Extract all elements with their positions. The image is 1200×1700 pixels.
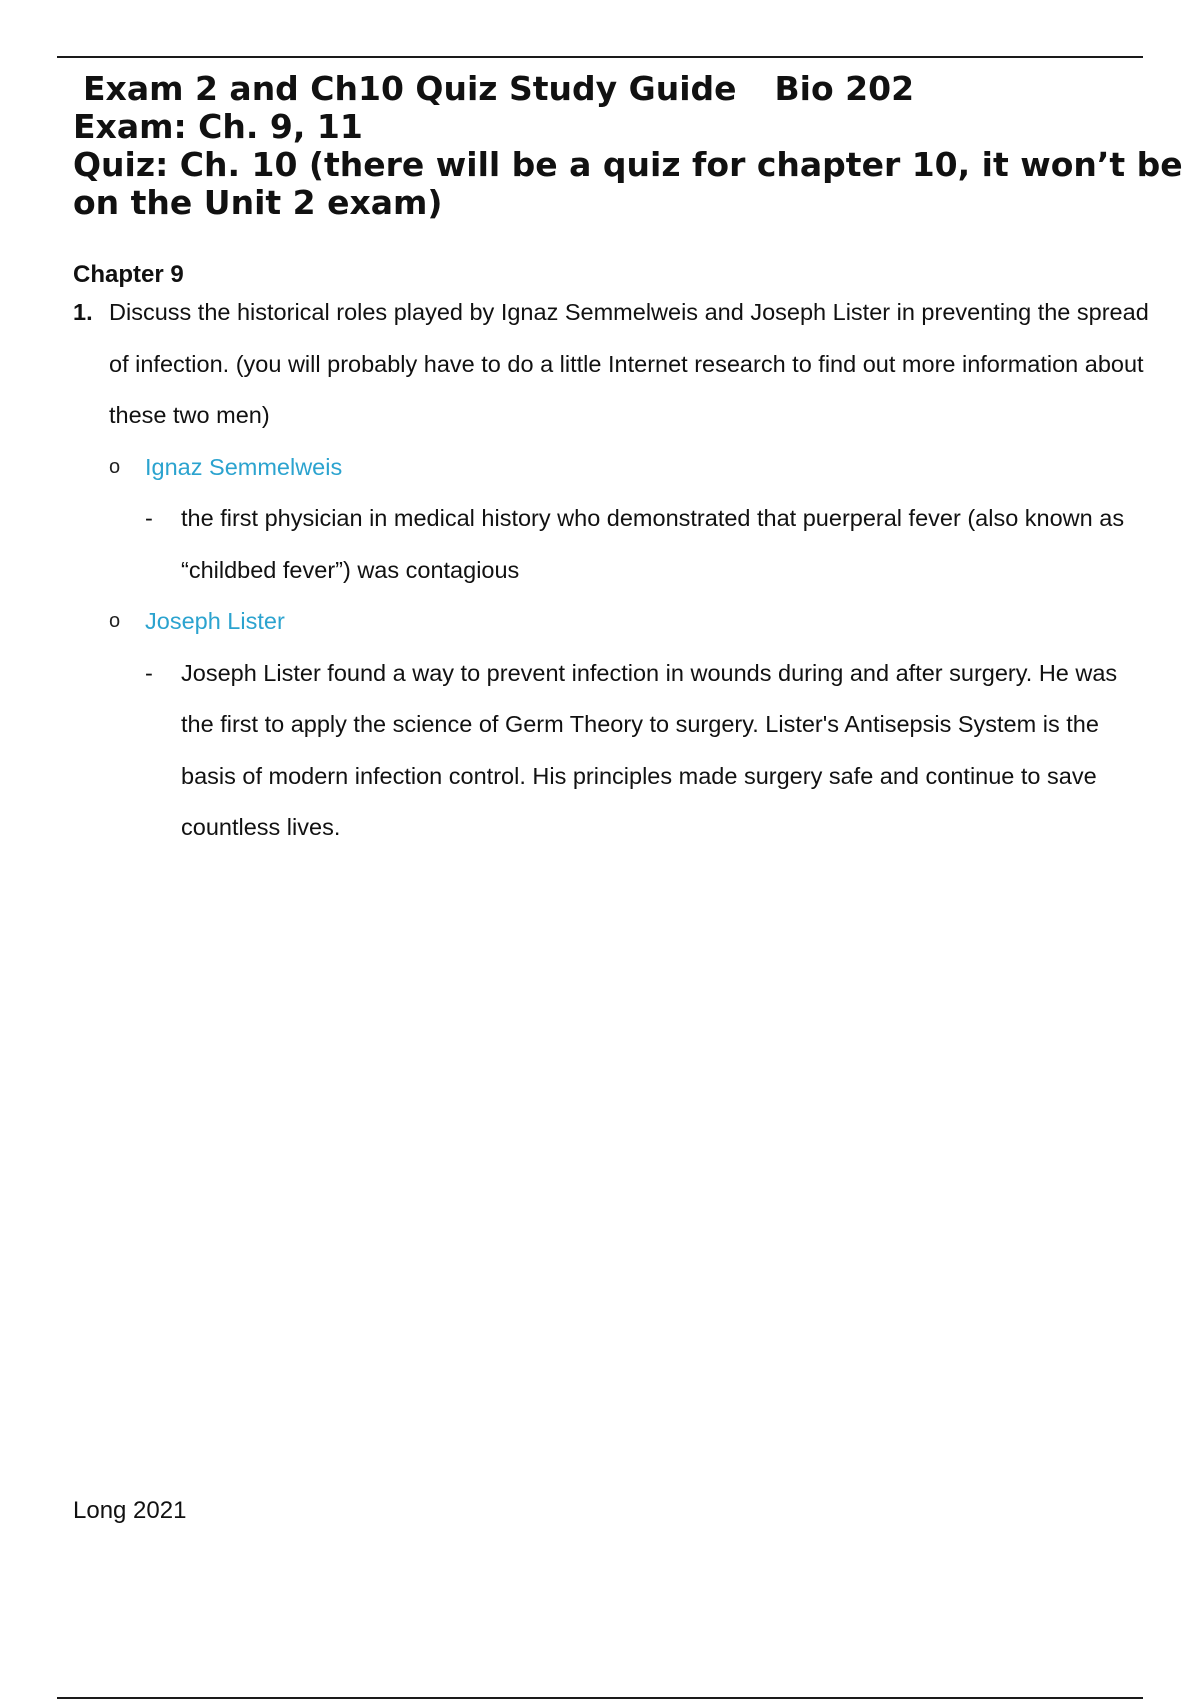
circle-bullet-icon: o bbox=[109, 455, 121, 478]
bottom-rule bbox=[57, 1697, 1143, 1699]
guide-title: Exam 2 and Ch10 Quiz Study Guide bbox=[83, 69, 737, 108]
question-text: Discuss the historical roles played by Ignaz Semmelweis and Joseph Lister in preventing the spread of infection. (you will probably have to do a little Internet research to find out more information about these two men) bbox=[109, 299, 1149, 428]
question-item bbox=[73, 287, 1173, 442]
footer-text: Long 2021 bbox=[73, 1497, 187, 1524]
document-body bbox=[73, 257, 1173, 854]
person-name: Joseph Lister bbox=[145, 608, 285, 634]
document-header bbox=[73, 70, 1183, 222]
person-detail bbox=[145, 648, 1173, 854]
circle-bullet-icon: o bbox=[109, 610, 121, 632]
dash-bullet-icon: - bbox=[145, 505, 153, 531]
course-code: Bio 202 bbox=[774, 69, 915, 108]
person-semmelweis bbox=[109, 442, 1173, 494]
exam-chapters: Exam: Ch. 9, 11 bbox=[73, 107, 363, 146]
person-lister bbox=[109, 596, 1173, 648]
question-number: 1. bbox=[73, 299, 93, 325]
person-name: Ignaz Semmelweis bbox=[145, 453, 343, 480]
top-rule bbox=[57, 56, 1143, 58]
person-detail bbox=[145, 493, 1173, 596]
chapter-heading: Chapter 9 bbox=[73, 261, 184, 288]
detail-text: the first physician in medical history who demonstrated that puerperal fever (also known as “childbed fever”) was contagious bbox=[181, 505, 1125, 583]
dash-bullet-icon: - bbox=[145, 659, 153, 686]
title-line bbox=[73, 70, 1183, 108]
detail-text: Joseph Lister found a way to prevent infection in wounds during and after surgery. He was the first to apply the science of Germ Theory to surgery. Lister's Antisepsis System is the basis of modern infection control. His principles made surgery safe and continue to save countless lives. bbox=[181, 659, 1118, 840]
quiz-chapters: Quiz: Ch. 10 (there will be a quiz for chapter 10, it won’t be on the Unit 2 exam) bbox=[73, 145, 1183, 222]
